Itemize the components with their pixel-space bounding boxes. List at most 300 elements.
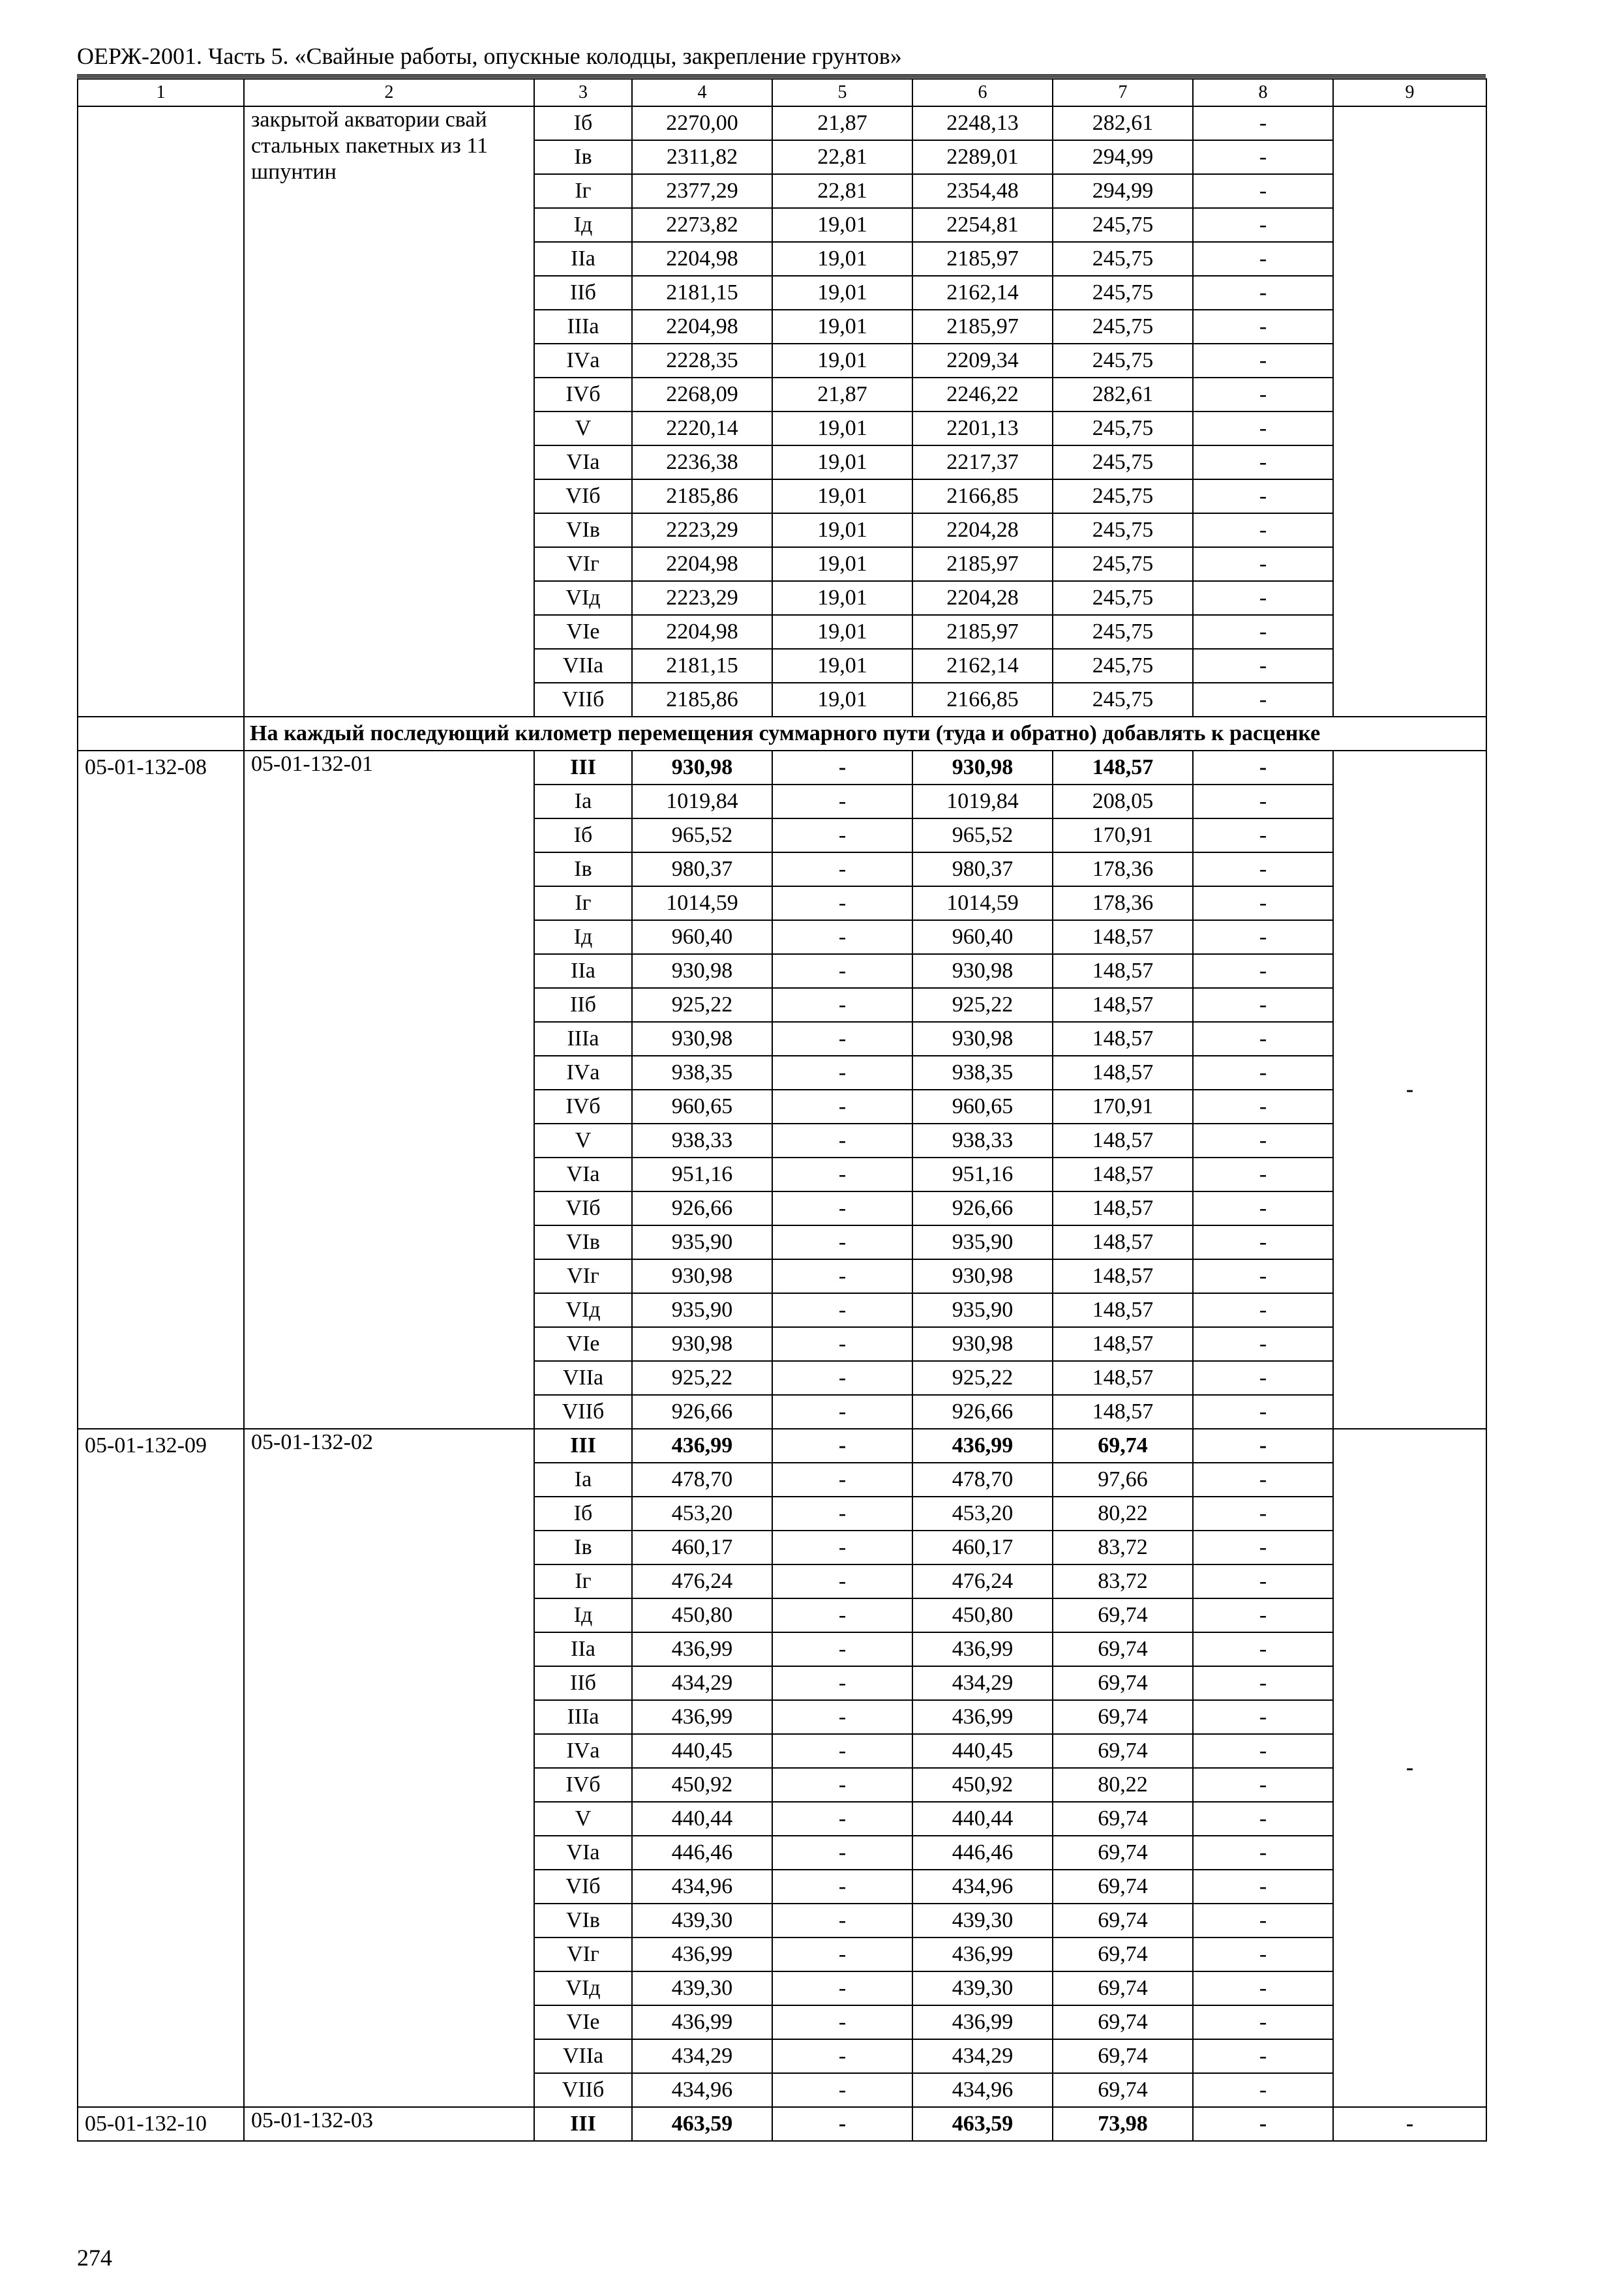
value-cell: 69,74 xyxy=(1053,2039,1193,2073)
zone-cell: VIIа xyxy=(534,2039,632,2073)
value-cell: - xyxy=(1193,1768,1333,1802)
value-cell: - xyxy=(772,1293,912,1327)
value-cell: 434,96 xyxy=(632,2073,772,2107)
value-cell: 446,46 xyxy=(912,1836,1053,1870)
value-cell: - xyxy=(1193,276,1333,310)
zone-cell: Iд xyxy=(534,1598,632,1632)
value-cell: - xyxy=(772,1531,912,1564)
zone-cell: VIIа xyxy=(534,649,632,683)
value-cell: - xyxy=(1193,785,1333,818)
value-cell: 938,35 xyxy=(632,1056,772,1090)
zone-cell: Iа xyxy=(534,1463,632,1497)
value-cell: 439,30 xyxy=(912,1971,1053,2005)
value-cell: 19,01 xyxy=(772,344,912,378)
value-cell: - xyxy=(1193,106,1333,140)
value-cell: 245,75 xyxy=(1053,649,1193,683)
value-cell: 148,57 xyxy=(1053,920,1193,954)
zone-cell: VIв xyxy=(534,1904,632,1937)
value-cell: 935,90 xyxy=(632,1225,772,1259)
value-cell: 294,99 xyxy=(1053,140,1193,174)
value-cell: 1014,59 xyxy=(632,886,772,920)
value-cell: 930,98 xyxy=(632,1327,772,1361)
zone-cell: VIIб xyxy=(534,683,632,717)
zone-cell: Iб xyxy=(534,818,632,852)
value-cell: 69,74 xyxy=(1053,1598,1193,1632)
table-body xyxy=(78,79,1486,2141)
value-cell: 208,05 xyxy=(1053,785,1193,818)
value-cell: - xyxy=(772,2039,912,2073)
value-cell: - xyxy=(1193,1158,1333,1191)
value-cell: - xyxy=(1193,1531,1333,1564)
value-cell: 2246,22 xyxy=(912,378,1053,411)
value-cell: 2166,85 xyxy=(912,683,1053,717)
value-cell: 19,01 xyxy=(772,649,912,683)
value-cell: 2220,14 xyxy=(632,411,772,445)
value-cell: - xyxy=(1193,1463,1333,1497)
value-cell: 19,01 xyxy=(772,208,912,242)
value-cell: - xyxy=(772,920,912,954)
value-cell: 453,20 xyxy=(632,1497,772,1531)
value-cell: 930,98 xyxy=(632,1259,772,1293)
value-cell: 245,75 xyxy=(1053,581,1193,615)
description-cell: закрытой акватории свай стальных пакетных из 11 шпунтин xyxy=(244,106,534,717)
value-cell: - xyxy=(772,1225,912,1259)
value-cell: 434,96 xyxy=(912,1870,1053,1904)
value-cell: 1019,84 xyxy=(632,785,772,818)
value-cell: 439,30 xyxy=(632,1971,772,2005)
value-cell: - xyxy=(772,1463,912,1497)
value-cell: 245,75 xyxy=(1053,242,1193,276)
value-cell: 245,75 xyxy=(1053,208,1193,242)
value-cell: 69,74 xyxy=(1053,1971,1193,2005)
value-cell: - xyxy=(1193,140,1333,174)
value-cell: - xyxy=(1193,751,1333,785)
value-cell: - xyxy=(1193,988,1333,1022)
value-cell: 245,75 xyxy=(1053,513,1193,547)
value-cell: 148,57 xyxy=(1053,1259,1193,1293)
value-cell: 434,29 xyxy=(632,1666,772,1700)
value-cell: - xyxy=(1193,1666,1333,1700)
zone-cell: Iг xyxy=(534,174,632,208)
zone-cell: IIIа xyxy=(534,1022,632,1056)
value-cell: 2268,09 xyxy=(632,378,772,411)
value-cell: 436,99 xyxy=(912,1700,1053,1734)
zone-cell: IIIа xyxy=(534,1700,632,1734)
value-cell: - xyxy=(1193,344,1333,378)
zone-cell: VIв xyxy=(534,513,632,547)
value-cell: 69,74 xyxy=(1053,2005,1193,2039)
zone-cell: VIа xyxy=(534,445,632,479)
value-cell: 80,22 xyxy=(1053,1768,1193,1802)
value-cell: 2204,98 xyxy=(632,310,772,344)
zone-cell: IIб xyxy=(534,276,632,310)
zone-cell: IIа xyxy=(534,1632,632,1666)
value-cell: 926,66 xyxy=(632,1395,772,1429)
value-cell: 478,70 xyxy=(912,1463,1053,1497)
value-cell: - xyxy=(1193,1497,1333,1531)
value-cell: 436,99 xyxy=(632,1429,772,1463)
value-cell: 148,57 xyxy=(1053,1327,1193,1361)
zone-cell: VIа xyxy=(534,1836,632,1870)
value-cell: 2204,28 xyxy=(912,513,1053,547)
zone-cell: V xyxy=(534,411,632,445)
value-cell: 69,74 xyxy=(1053,1666,1193,1700)
value-cell: 938,33 xyxy=(632,1124,772,1158)
value-cell: 19,01 xyxy=(772,513,912,547)
value-cell: 245,75 xyxy=(1053,445,1193,479)
value-cell: - xyxy=(1193,1225,1333,1259)
value-cell: - xyxy=(1193,2005,1333,2039)
value-cell: 436,99 xyxy=(632,1700,772,1734)
value-cell: 2185,97 xyxy=(912,242,1053,276)
value-cell: 478,70 xyxy=(632,1463,772,1497)
value-cell: - xyxy=(1193,2073,1333,2107)
value-cell: 2223,29 xyxy=(632,513,772,547)
value-cell: - xyxy=(1193,479,1333,513)
value-cell: - xyxy=(1193,378,1333,411)
value-cell: 930,98 xyxy=(632,751,772,785)
zone-cell: VIд xyxy=(534,1293,632,1327)
zone-cell: VIе xyxy=(534,1327,632,1361)
zone-cell: Iг xyxy=(534,886,632,920)
value-cell: - xyxy=(772,1395,912,1429)
value-cell: 440,44 xyxy=(632,1802,772,1836)
value-cell: 83,72 xyxy=(1053,1564,1193,1598)
zone-cell: V xyxy=(534,1124,632,1158)
value-cell: 439,30 xyxy=(632,1904,772,1937)
value-cell: 97,66 xyxy=(1053,1463,1193,1497)
value-cell: - xyxy=(772,988,912,1022)
value-cell: 2204,98 xyxy=(632,242,772,276)
zone-cell: Iв xyxy=(534,1531,632,1564)
value-cell: 925,22 xyxy=(632,988,772,1022)
value-cell: - xyxy=(1193,1734,1333,1768)
code-cell xyxy=(78,106,244,717)
zone-cell: Iг xyxy=(534,1564,632,1598)
zone-cell: Iб xyxy=(534,106,632,140)
value-cell: 930,98 xyxy=(912,954,1053,988)
zone-cell: VIа xyxy=(534,1158,632,1191)
value-cell: 294,99 xyxy=(1053,174,1193,208)
value-cell: 282,61 xyxy=(1053,106,1193,140)
value-cell: 450,80 xyxy=(912,1598,1053,1632)
zone-cell: VIг xyxy=(534,547,632,581)
value-cell: 22,81 xyxy=(772,140,912,174)
value-cell: 73,98 xyxy=(1053,2107,1193,2141)
value-cell: 19,01 xyxy=(772,445,912,479)
value-cell: - xyxy=(1193,852,1333,886)
zone-cell: VIб xyxy=(534,479,632,513)
value-cell: - xyxy=(1193,208,1333,242)
value-cell: 19,01 xyxy=(772,276,912,310)
value-cell: 245,75 xyxy=(1053,344,1193,378)
zone-cell: Iд xyxy=(534,208,632,242)
value-cell: 925,22 xyxy=(912,988,1053,1022)
value-cell: 245,75 xyxy=(1053,411,1193,445)
zone-cell: IIб xyxy=(534,1666,632,1700)
value-cell: 148,57 xyxy=(1053,1022,1193,1056)
code-cell: 05-01-132-08 xyxy=(78,751,244,1429)
zone-cell: Iа xyxy=(534,785,632,818)
value-cell: 436,99 xyxy=(912,1937,1053,1971)
value-cell: 450,92 xyxy=(632,1768,772,1802)
value-cell: - xyxy=(1193,310,1333,344)
value-cell: 951,16 xyxy=(632,1158,772,1191)
value-cell: 980,37 xyxy=(912,852,1053,886)
col-header: 1 xyxy=(78,79,244,106)
value-cell: 930,98 xyxy=(632,954,772,988)
value-cell: - xyxy=(1193,2039,1333,2073)
value-cell: - xyxy=(772,1158,912,1191)
column-number-row xyxy=(78,79,1486,106)
value-cell: 170,91 xyxy=(1053,1090,1193,1124)
col-header: 5 xyxy=(772,79,912,106)
value-cell: - xyxy=(772,1564,912,1598)
value-cell: - xyxy=(1193,818,1333,852)
zone-cell: IVб xyxy=(534,1090,632,1124)
zone-cell: IVа xyxy=(534,1056,632,1090)
zone-cell: III xyxy=(534,751,632,785)
value-cell: - xyxy=(772,1497,912,1531)
zone-cell: VIб xyxy=(534,1191,632,1225)
value-cell: - xyxy=(772,1361,912,1395)
value-cell: 436,99 xyxy=(632,2005,772,2039)
value-cell: 2254,81 xyxy=(912,208,1053,242)
value-cell: 2217,37 xyxy=(912,445,1053,479)
value-cell: - xyxy=(772,2073,912,2107)
value-cell: 434,29 xyxy=(912,2039,1053,2073)
value-cell: - xyxy=(772,751,912,785)
value-cell: 69,74 xyxy=(1053,1904,1193,1937)
value-cell: 148,57 xyxy=(1053,1158,1193,1191)
value-cell: - xyxy=(772,1632,912,1666)
value-cell: 69,74 xyxy=(1053,1734,1193,1768)
value-cell: 19,01 xyxy=(772,310,912,344)
value-cell: - xyxy=(772,1836,912,1870)
value-cell: 436,99 xyxy=(632,1937,772,1971)
value-cell: 930,98 xyxy=(912,1259,1053,1293)
value-cell: 245,75 xyxy=(1053,276,1193,310)
value-cell: - xyxy=(1193,683,1333,717)
col-header: 6 xyxy=(912,79,1053,106)
value-cell: 935,90 xyxy=(912,1293,1053,1327)
value-cell: - xyxy=(772,886,912,920)
zone-cell: VIе xyxy=(534,615,632,649)
value-cell: 245,75 xyxy=(1053,615,1193,649)
zone-cell: VIIб xyxy=(534,2073,632,2107)
value-cell: 930,98 xyxy=(632,1022,772,1056)
value-cell: 951,16 xyxy=(912,1158,1053,1191)
zone-cell: VIг xyxy=(534,1259,632,1293)
value-cell: 476,24 xyxy=(912,1564,1053,1598)
value-cell: - xyxy=(1193,411,1333,445)
value-cell: 2228,35 xyxy=(632,344,772,378)
value-cell: - xyxy=(772,1022,912,1056)
value-cell: 148,57 xyxy=(1053,1395,1193,1429)
value-cell: 965,52 xyxy=(632,818,772,852)
note-spacer xyxy=(78,717,244,751)
description-cell: 05-01-132-01 xyxy=(244,751,534,1429)
rates-table xyxy=(77,78,1487,2142)
col-header: 9 xyxy=(1333,79,1486,106)
value-cell: 2204,98 xyxy=(632,615,772,649)
value-cell: 1014,59 xyxy=(912,886,1053,920)
zone-cell: VIе xyxy=(534,2005,632,2039)
value-cell: - xyxy=(1193,174,1333,208)
value-cell: 245,75 xyxy=(1053,547,1193,581)
value-cell: 148,57 xyxy=(1053,1124,1193,1158)
value-cell: 434,96 xyxy=(912,2073,1053,2107)
value-cell: 22,81 xyxy=(772,174,912,208)
zone-cell: V xyxy=(534,1802,632,1836)
value-cell: - xyxy=(1193,581,1333,615)
value-cell: 960,40 xyxy=(912,920,1053,954)
value-cell: 148,57 xyxy=(1053,1361,1193,1395)
zone-cell: IVа xyxy=(534,1734,632,1768)
value-cell: 178,36 xyxy=(1053,852,1193,886)
value-cell: 80,22 xyxy=(1053,1497,1193,1531)
value-cell: - xyxy=(1193,649,1333,683)
value-cell: - xyxy=(772,818,912,852)
description-cell: 05-01-132-02 xyxy=(244,1429,534,2107)
value-cell: 935,90 xyxy=(912,1225,1053,1259)
value-cell: 926,66 xyxy=(912,1395,1053,1429)
value-cell: 148,57 xyxy=(1053,1056,1193,1090)
value-cell: - xyxy=(772,1937,912,1971)
value-cell: - xyxy=(1193,2107,1333,2141)
code-cell: 05-01-132-09 xyxy=(78,1429,244,2107)
value-cell: 980,37 xyxy=(632,852,772,886)
value-cell: 2185,97 xyxy=(912,547,1053,581)
value-cell: 450,80 xyxy=(632,1598,772,1632)
value-cell: 925,22 xyxy=(632,1361,772,1395)
col9-cell xyxy=(1333,106,1486,717)
value-cell: 930,98 xyxy=(912,751,1053,785)
zone-cell: IIб xyxy=(534,988,632,1022)
value-cell: - xyxy=(1193,1191,1333,1225)
table-row xyxy=(78,1429,1486,1463)
value-cell: 938,35 xyxy=(912,1056,1053,1090)
value-cell: 440,45 xyxy=(632,1734,772,1768)
value-cell: - xyxy=(772,1124,912,1158)
value-cell: 19,01 xyxy=(772,242,912,276)
value-cell: 19,01 xyxy=(772,547,912,581)
value-cell: - xyxy=(1193,886,1333,920)
value-cell: 148,57 xyxy=(1053,1191,1193,1225)
zone-cell: IIа xyxy=(534,954,632,988)
col-header: 8 xyxy=(1193,79,1333,106)
value-cell: 434,96 xyxy=(632,1870,772,1904)
value-cell: 2270,00 xyxy=(632,106,772,140)
value-cell: 436,99 xyxy=(912,1429,1053,1463)
value-cell: 19,01 xyxy=(772,683,912,717)
col-header: 2 xyxy=(244,79,534,106)
value-cell: 19,01 xyxy=(772,411,912,445)
value-cell: 245,75 xyxy=(1053,479,1193,513)
col9-cell: - xyxy=(1333,751,1486,1429)
value-cell: 69,74 xyxy=(1053,1429,1193,1463)
value-cell: - xyxy=(1193,1971,1333,2005)
value-cell: 245,75 xyxy=(1053,310,1193,344)
zone-cell: VIIа xyxy=(534,1361,632,1395)
col-header: 3 xyxy=(534,79,632,106)
zone-cell: IIIа xyxy=(534,310,632,344)
value-cell: 83,72 xyxy=(1053,1531,1193,1564)
value-cell: - xyxy=(1193,1327,1333,1361)
value-cell: 148,57 xyxy=(1053,954,1193,988)
value-cell: 2236,38 xyxy=(632,445,772,479)
value-cell: - xyxy=(772,1090,912,1124)
value-cell: - xyxy=(772,1259,912,1293)
value-cell: 69,74 xyxy=(1053,1700,1193,1734)
col9-cell: - xyxy=(1333,2107,1486,2141)
value-cell: 2185,86 xyxy=(632,683,772,717)
value-cell: - xyxy=(1193,954,1333,988)
value-cell: 439,30 xyxy=(912,1904,1053,1937)
value-cell: 434,29 xyxy=(912,1666,1053,1700)
value-cell: - xyxy=(1193,1259,1333,1293)
value-cell: - xyxy=(772,1904,912,1937)
value-cell: 2209,34 xyxy=(912,344,1053,378)
col9-cell: - xyxy=(1333,1429,1486,2107)
zone-cell: VIг xyxy=(534,1937,632,1971)
value-cell: 960,40 xyxy=(632,920,772,954)
value-cell: - xyxy=(1193,615,1333,649)
value-cell: 2185,97 xyxy=(912,310,1053,344)
zone-cell: IVб xyxy=(534,378,632,411)
value-cell: 460,17 xyxy=(632,1531,772,1564)
value-cell: 960,65 xyxy=(912,1090,1053,1124)
value-cell: - xyxy=(1193,1124,1333,1158)
value-cell: 930,98 xyxy=(912,1327,1053,1361)
code-cell: 05-01-132-10 xyxy=(78,2107,244,2141)
value-cell: 938,33 xyxy=(912,1124,1053,1158)
value-cell: 434,29 xyxy=(632,2039,772,2073)
value-cell: 2162,14 xyxy=(912,276,1053,310)
value-cell: 460,17 xyxy=(912,1531,1053,1564)
value-cell: - xyxy=(1193,1090,1333,1124)
value-cell: 926,66 xyxy=(912,1191,1053,1225)
value-cell: 476,24 xyxy=(632,1564,772,1598)
zone-cell: VIб xyxy=(534,1870,632,1904)
value-cell: - xyxy=(1193,1361,1333,1395)
value-cell: 450,92 xyxy=(912,1768,1053,1802)
value-cell: - xyxy=(1193,1395,1333,1429)
value-cell: 440,45 xyxy=(912,1734,1053,1768)
value-cell: - xyxy=(1193,1870,1333,1904)
value-cell: - xyxy=(1193,920,1333,954)
value-cell: 2166,85 xyxy=(912,479,1053,513)
value-cell: 960,65 xyxy=(632,1090,772,1124)
value-cell: 463,59 xyxy=(912,2107,1053,2141)
zone-cell: Iв xyxy=(534,852,632,886)
value-cell: - xyxy=(772,852,912,886)
zone-cell: VIд xyxy=(534,581,632,615)
value-cell: - xyxy=(1193,547,1333,581)
value-cell: - xyxy=(772,785,912,818)
value-cell: - xyxy=(772,1700,912,1734)
value-cell: - xyxy=(1193,1598,1333,1632)
value-cell: 2185,97 xyxy=(912,615,1053,649)
zone-cell: VIд xyxy=(534,1971,632,2005)
value-cell: - xyxy=(1193,445,1333,479)
value-cell: 965,52 xyxy=(912,818,1053,852)
value-cell: - xyxy=(772,1971,912,2005)
value-cell: - xyxy=(1193,1056,1333,1090)
value-cell: - xyxy=(772,2005,912,2039)
table-row xyxy=(78,2107,1486,2141)
value-cell: 21,87 xyxy=(772,106,912,140)
